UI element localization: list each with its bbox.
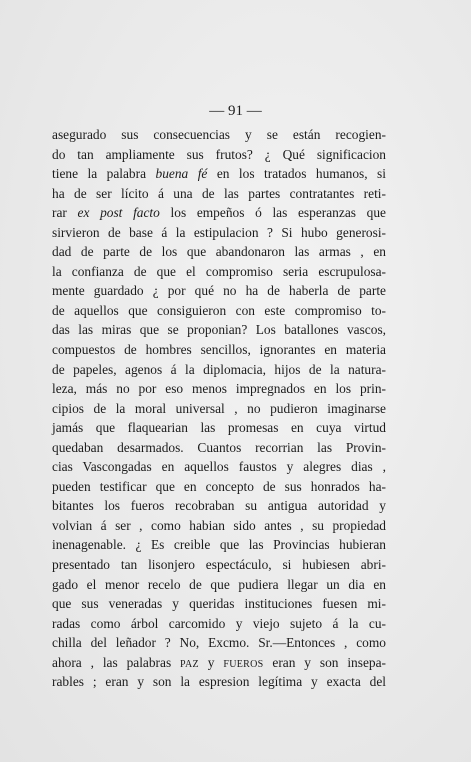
text-line: jamás que flaquearian las promesas en cuya virtud — [52, 420, 386, 436]
text-line: ha de ser lícito á una de las partes contratantes reti- — [52, 185, 386, 201]
text-line: dad de parte de los que abandonaron las armas , en — [52, 244, 386, 260]
text-line: mente guardado ¿ por qué no ha de haberla de parte — [52, 283, 386, 299]
text-line: rar ex post facto los empeños ó las esperanzas que — [52, 205, 386, 221]
text-line: tiene la palabra buena fé en los tratados humanos, si — [52, 166, 386, 182]
text-line: bitantes los fueros recobraban su antigua autoridad y — [52, 498, 386, 514]
text-line: rables ; eran y son la espresion legítima y exacta del — [52, 674, 386, 690]
small-caps-word: FUEROS — [223, 658, 264, 670]
body-text — [52, 125, 386, 692]
page-number: — 91 — — [209, 103, 262, 119]
text-line: que sus veneradas y queridas instituciones fuesen mi- — [52, 596, 386, 612]
text-line: de aquellos que consiguieron con este compromiso to- — [52, 302, 386, 318]
text-line: volvian á ser , como habian sido antes , su propiedad — [52, 517, 386, 533]
text-line: radas como árbol carcomido y viejo sujeto á la cu- — [52, 615, 386, 631]
text-line: gado el menor recelo de que pudiera llegar un dia en — [52, 576, 386, 592]
text-line: de papeles, agenos á la diplomacia, hijos de la natura- — [52, 361, 386, 377]
text-line: presentado tan lisonjero espectáculo, si hubiesen abri- — [52, 557, 386, 573]
text-line: chilla del leñador ? No, Excmo. Sr.—Entonces , como — [52, 635, 386, 651]
text-line: sirvieron de base á la estipulacion ? Si hubo generosi- — [52, 224, 386, 240]
italic-phrase: buena fé — [155, 166, 208, 182]
text-line: ahora , las palabras PAZ y FUEROS eran y son insepa- — [52, 654, 386, 670]
italic-phrase: ex post facto — [77, 205, 160, 221]
text-line: la confianza de que el compromiso seria escrupulosa- — [52, 263, 386, 279]
small-caps-word: PAZ — [180, 658, 199, 670]
text-line: pueden testificar que en concepto de sus honrados ha- — [52, 478, 386, 494]
text-line: compuestos de hombres sencillos, ignorantes en materia — [52, 342, 386, 358]
text-line: cias Vascongadas en aquellos faustos y alegres dias , — [52, 459, 386, 475]
text-line: leza, más no por eso menos impregnados en los prin- — [52, 381, 386, 397]
text-line: quedaban desarmados. Cuantos recorrian las Provin- — [52, 439, 386, 455]
text-line: inenagenable. ¿ Es creible que las Provincias hubieran — [52, 537, 386, 553]
text-line: das las miras que se proponian? Los batallones vascos, — [52, 322, 386, 338]
text-line: cipios de la moral universal , no pudieron imaginarse — [52, 400, 386, 416]
text-line: asegurado sus consecuencias y se están recogien- — [52, 127, 386, 142]
text-line: do tan ampliamente sus frutos? ¿ Qué significacion — [52, 146, 386, 162]
